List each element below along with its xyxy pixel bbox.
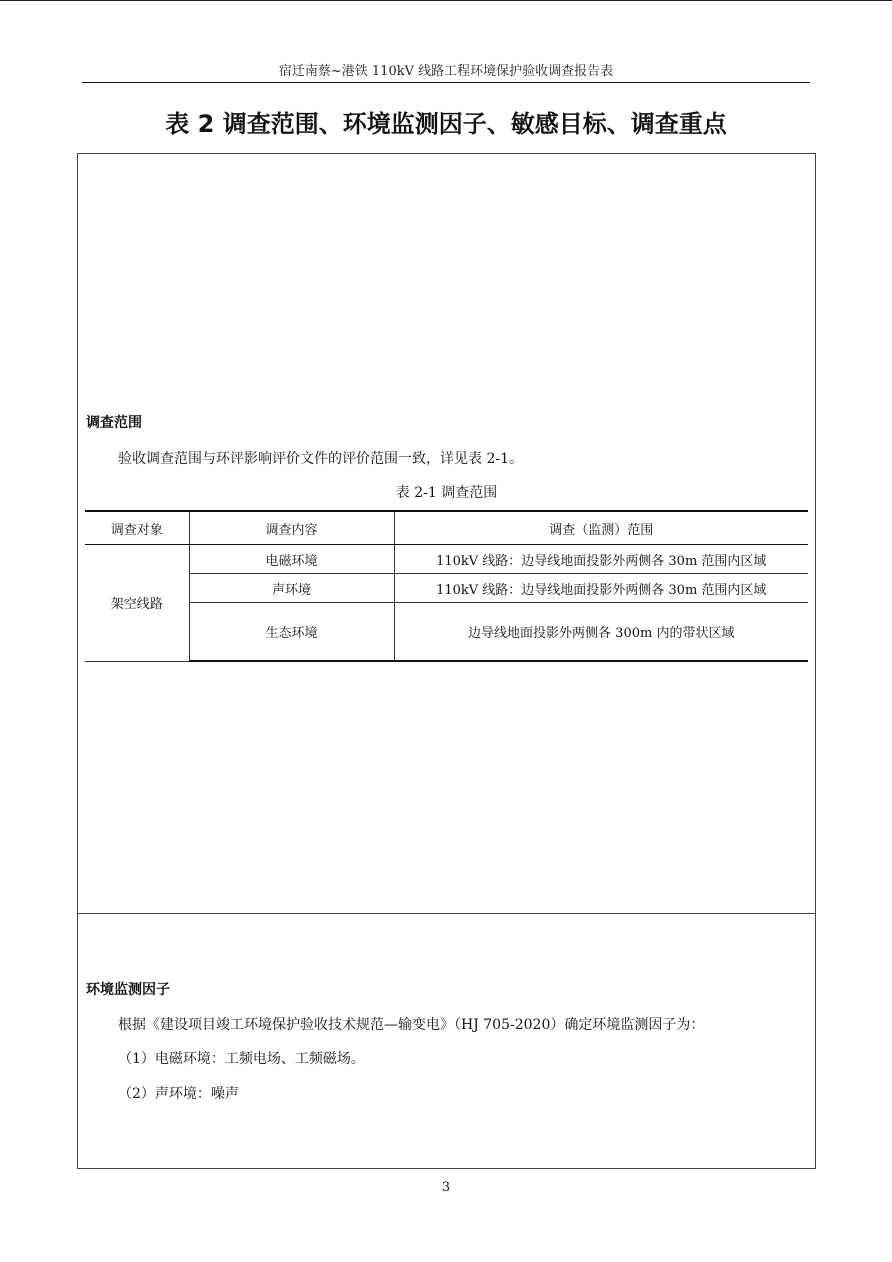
page-title: 表 2 调查范围、环境监测因子、敏感目标、调查重点: [165, 110, 727, 138]
table-row: [85, 545, 808, 574]
frame-divider: [77, 913, 816, 914]
survey-content-cell: 声环境: [189, 574, 394, 603]
column-header-content: 调查内容: [189, 511, 394, 545]
table-row: [85, 603, 808, 662]
monitoring-factor-item: （2）声环境：噪声: [118, 1086, 239, 1102]
page-number: 3: [441, 1180, 451, 1195]
table-caption: 表 2-1 调查范围: [395, 485, 498, 501]
survey-scope-heading: 调查范围: [86, 415, 142, 431]
survey-scope-table: [85, 510, 808, 662]
survey-range-cell: 110kV 线路：边导线地面投影外两侧各 30m 范围内区域: [394, 574, 808, 603]
survey-range-cell: 边导线地面投影外两侧各 300m 内的带状区域: [394, 603, 808, 662]
table-row: [85, 574, 808, 603]
column-header-object: 调查对象: [85, 511, 189, 545]
monitoring-factor-item: （1）电磁环境：工频电场、工频磁场。: [118, 1051, 365, 1067]
survey-content-cell: 生态环境: [189, 603, 394, 662]
survey-range-cell: 110kV 线路：边导线地面投影外两侧各 30m 范围内区域: [394, 545, 808, 574]
survey-scope-paragraph: 验收调查范围与环评影响评价文件的评价范围一致，详见表 2-1。: [118, 451, 523, 467]
header-rule: [82, 82, 810, 83]
running-header: 宿迁南蔡~港铁 110kV 线路工程环境保护验收调查报告表: [278, 64, 614, 79]
table-header-row: [85, 511, 808, 545]
survey-object-cell: 架空线路: [85, 545, 189, 662]
column-header-range: 调查（监测）范围: [394, 511, 808, 545]
survey-content-cell: 电磁环境: [189, 545, 394, 574]
monitoring-factors-heading: 环境监测因子: [86, 982, 170, 998]
monitoring-factors-intro: 根据《建设项目竣工环境保护验收技术规范—输变电》（HJ 705-2020）确定环境监测因子为：: [118, 1017, 705, 1033]
page-top-rule: [0, 0, 892, 1]
